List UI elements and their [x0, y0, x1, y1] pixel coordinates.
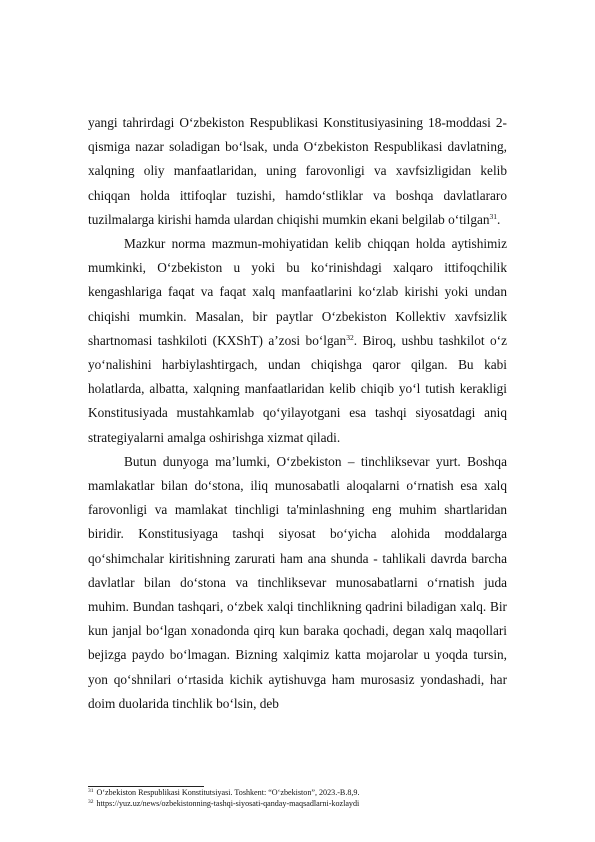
paragraph-1-text: yangi tahrirdagi O‘zbekiston Respublikasi Konstitusiyasining 18-moddasi 2-qismiga nazar soladigan bo‘lsak, unda O‘zbekiston Respublikasi davlatning, xalqning oliy manfaatlaridan, uning farovonligi va xavfsizligidan kelib chiqqan holda ittifoqlar tuzishi, hamdo‘stliklar va boshqa davlatlararo tuzilmalarga kirishi hamda ulardan chiqishi mumkin ekani belgilab o‘tilgan [88, 115, 507, 227]
paragraph-1-end: . [497, 211, 501, 227]
paragraph-1 [88, 111, 507, 232]
body-text [88, 111, 507, 716]
paragraph-2-text-b: . Biroq, ushbu tashkilot o‘z yo‘nalishini harbiylashtirgach, undan chiqishga qaror qilgan. Bu kabi holatlarda, albatta, xalqning manfaatlaridan kelib chiqib yo‘l tutish kerakligi Konstitusiyada mustahkamlab qo‘yilayotgani esa tashqi siyosatdagi aniq strategiyalarni amalga oshirishga xizmat qiladi. [88, 332, 507, 445]
footnote-text: O‘zbekiston Respublikasi Konstitutsiyasi. Toshkent: “O‘zbekiston”, 2023.-B.8,9. [96, 788, 360, 797]
paragraph-3-text: Butun dunyoga ma’lumki, O‘zbekiston – tinchliksevar yurt. Boshqa mamlakatlar bilan do‘stona, iliq munosabatli aloqalarni o‘rnatish esa xalq farovonligi va mamlakat tinchligi ta'minlashning eng muhim shartlaridan biridir. Konstitusiyaga tashqi siyosat bo‘yicha alohida moddalarga qo‘shimchalar kiritishning zarurati ham ana shunda - tahlikali davrda barcha davlatlar bilan do‘stona va tinchliksevar munosabatlarni o‘rnatish juda muhim. Bundan tashqari, o‘zbek xalqi tinchlikning qadrini biladigan xalq. Bir kun janjal bo‘lgan xonadonda qirq kun baraka qochadi, degan xalq maqollari bejizga paydo bo‘lmagan. Bizning xalqimiz katta mojarolar u yoqda tursin, yon qo‘shnilari o‘rtasida kichik aytishuvga ham murosasiz yondashadi, har doim duolarida tinchlik bo‘lsin, deb [88, 453, 507, 711]
footnote-number: 32 [88, 798, 94, 805]
footnote-31 [88, 788, 507, 799]
paragraph-3 [88, 450, 507, 716]
paragraph-2-text-a: Mazkur norma mazmun-mohiyatidan kelib chiqqan holda aytishimiz mumkinki, O‘zbekiston u yoki bu ko‘rinishdagi xalqaro ittifoqchilik kengashlariga faqat va faqat xalq manfaatlarini ko‘zlab kirishi yoki undan chiqishi mumkin. Masalan, bir paytlar O‘zbekiston Kollektiv xavfsizlik shartnomasi tashkiloti (KXShT) a’zosi bo‘lgan [88, 236, 507, 348]
footnote-link[interactable]: https://yuz.uz/news/ozbekistonning-tashqi-siyosati-qanday-maqsadlarni-kozlaydi [96, 798, 360, 808]
footnote-ref-31: 31 [489, 211, 498, 221]
paragraph-2 [88, 232, 507, 450]
footnote-ref-32: 32 [346, 332, 354, 342]
footnote-number: 31 [88, 788, 94, 794]
footnote-divider [88, 786, 204, 787]
footnote-32 [88, 799, 507, 810]
footnotes [88, 788, 507, 809]
